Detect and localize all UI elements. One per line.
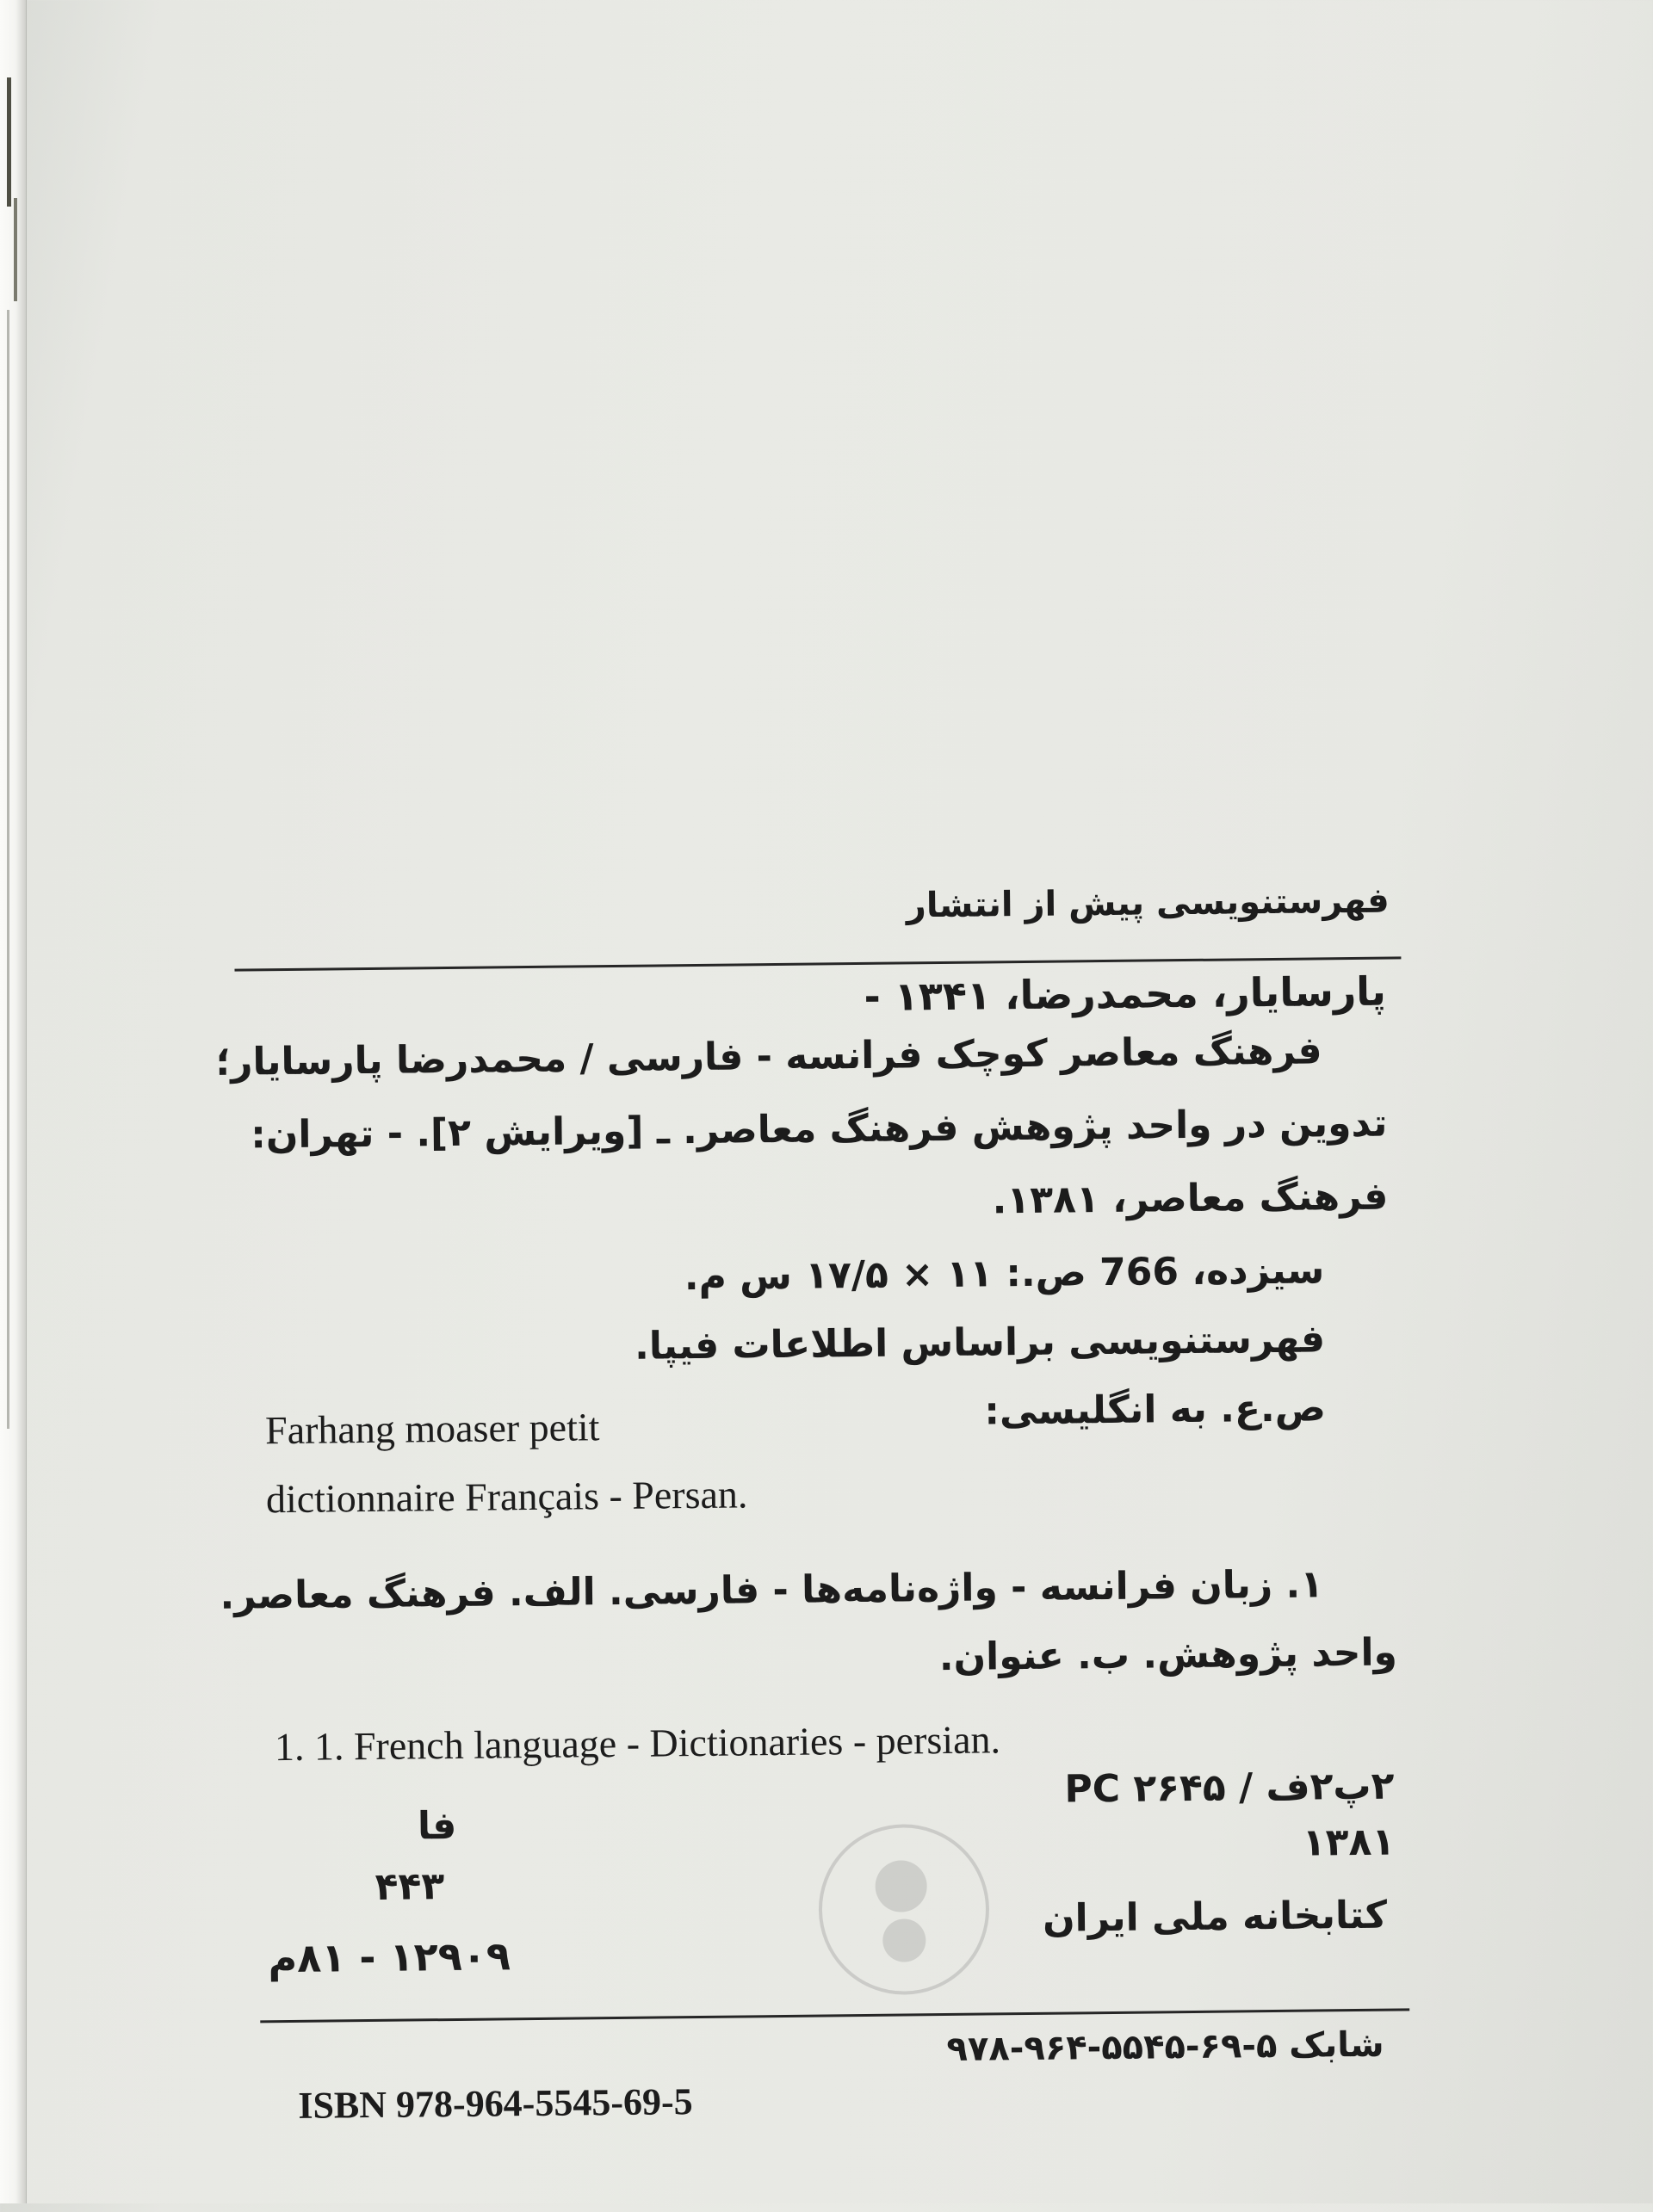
english-title-line-1: Farhang moaser petit: [264, 1405, 600, 1453]
cataloging-note: فهرستنویسی براساس اطلاعات فیپا.: [634, 1317, 1326, 1369]
author-line: پارسایار، محمدرضا، ۱۳۴۱ -: [864, 967, 1387, 1020]
call-number-year: ۱۳۸۱: [1302, 1820, 1396, 1865]
subject-line-2: واحد پژوهش. ب. عنوان.: [938, 1630, 1398, 1680]
cip-heading: فهرستنویسی پیش از انتشار: [906, 880, 1390, 926]
call-number-lang: فا: [417, 1803, 457, 1849]
english-subject: 1. 1. French language - Dictionaries - persian.: [274, 1717, 1001, 1770]
stamp-mark: [875, 1860, 927, 1912]
english-title-label: ص.ع. به انگلیسی:: [984, 1386, 1327, 1434]
title-line-3: فرهنگ معاصر، ۱۳۸۱.: [992, 1174, 1389, 1223]
record-number: ۱۲۹۰۹ - ۸۱م: [268, 1932, 511, 1982]
library-name: کتابخانه ملی ایران: [1042, 1893, 1388, 1941]
call-number-code: ۴۴۳: [375, 1864, 445, 1909]
title-line-1: فرهنگ معاصر کوچک فرانسه - فارسی / محمدرضا پارسایار؛: [215, 1029, 1322, 1084]
title-line-2: تدوین در واحد پژوهش فرهنگ معاصر. ـ [ویرایش ۲]. - تهران:: [250, 1101, 1388, 1158]
isbn-persian: شابک ۵-۶۹-۵۵۴۵-۹۶۴-۹۷۸: [946, 2024, 1384, 2069]
isbn-latin: ISBN 978-964-5545-69-5: [298, 2080, 693, 2127]
bottom-rule: [260, 2008, 1409, 2023]
physical-description: سیزده، 766 ص.: ۱۱ × ۱۷/۵ س م.: [684, 1248, 1325, 1300]
call-number-class: ۲پ۲ف / PC ۲۶۴۵: [1064, 1764, 1395, 1812]
stamp-mark: [882, 1919, 926, 1962]
library-stamp-watermark: [818, 1823, 990, 1995]
subject-line-1: ۱. زبان فرانسه - واژه‌نامه‌ها - فارسی. الف. فرهنگ معاصر.: [220, 1562, 1324, 1618]
english-title-line-2: dictionnaire Français - Persan.: [265, 1472, 748, 1522]
